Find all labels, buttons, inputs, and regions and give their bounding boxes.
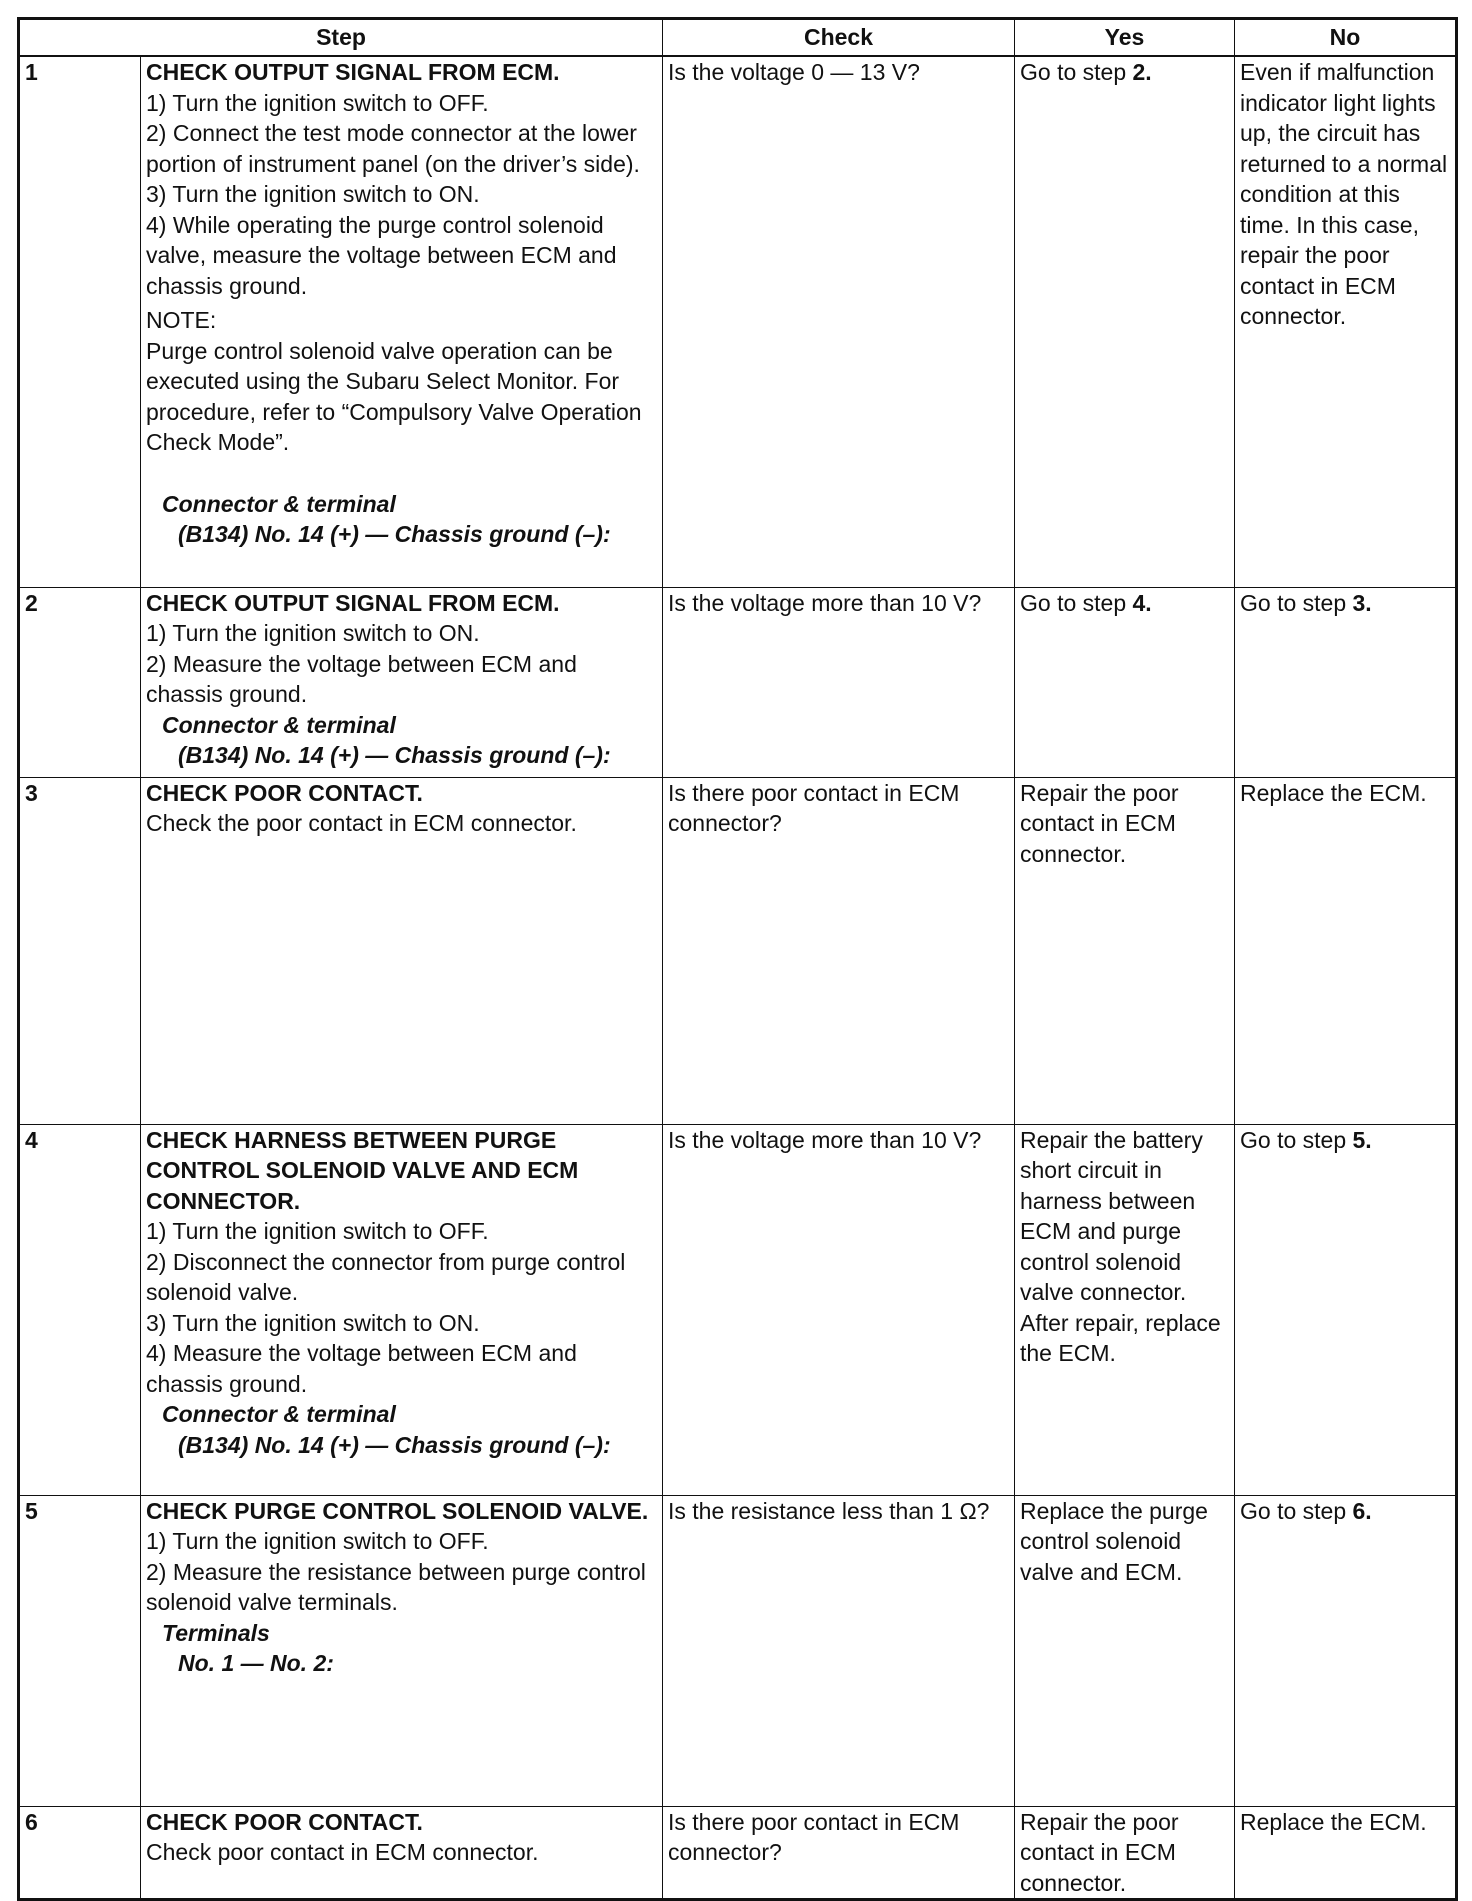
step-line: 4) While operating the purge control solenoid valve, measure the voltage between ECM and chassis ground. (146, 211, 617, 299)
yes-text: Go to step (1020, 59, 1133, 85)
step-line: 2) Disconnect the connector from purge control solenoid valve. (146, 1248, 626, 1305)
spec-title: Terminals (162, 1619, 270, 1646)
diagnostic-table (17, 17, 1458, 1901)
yes-cell: Replace the purge control solenoid valve and ECM. (1015, 1495, 1235, 1806)
no-cell: Even if malfunction indicator light lights up, the circuit has returned to a normal condition at this time. In this case, repair the poor contact in ECM connector. (1235, 56, 1457, 587)
no-cell (1235, 587, 1457, 777)
step-title: CHECK POOR CONTACT. (146, 1808, 423, 1835)
yes-cell (1015, 587, 1235, 777)
step-description (141, 1495, 663, 1806)
step-line: 2) Measure the resistance between purge control solenoid valve terminals. (146, 1558, 646, 1615)
spec-value: (B134) No. 14 (+) — Chassis ground (–): (178, 521, 611, 547)
step-title: CHECK PURGE CONTROL SOLENOID VALVE. (146, 1497, 649, 1524)
yes-cell: Repair the poor contact in ECM connector. (1015, 777, 1235, 1124)
no-cell (1235, 1495, 1457, 1806)
step-line: 1) Turn the ignition switch to OFF. (146, 1218, 489, 1244)
step-line: 1) Turn the ignition switch to OFF. (146, 89, 489, 116)
table-row (19, 1495, 1457, 1806)
check-cell: Is the resistance less than 1 Ω? (663, 1495, 1015, 1806)
header-yes: Yes (1015, 19, 1235, 57)
note-label: NOTE: (146, 307, 217, 333)
table-row (19, 1806, 1457, 1900)
step-number: 1 (19, 56, 141, 587)
header-no: No (1235, 19, 1457, 57)
step-description (141, 587, 663, 777)
step-line: 4) Measure the voltage between ECM and chassis ground. (146, 1340, 577, 1397)
step-line: 2) Connect the test mode connector at the lower portion of instrument panel (on the driver’s side). (146, 120, 640, 177)
header-step: Step (19, 19, 663, 57)
spec-value: (B134) No. 14 (+) — Chassis ground (–): (178, 742, 611, 768)
spec-title: Connector & terminal (162, 1401, 396, 1427)
step-line: 3) Turn the ignition switch to ON. (146, 181, 480, 207)
check-cell: Is there poor contact in ECM connector? (663, 1806, 1015, 1900)
header-check: Check (663, 19, 1015, 57)
yes-cell (1015, 56, 1235, 587)
yes-step: 2. (1132, 59, 1152, 85)
yes-text: Go to step (1020, 589, 1133, 616)
step-line: 1) Turn the ignition switch to OFF. (146, 1528, 489, 1554)
step-title: CHECK OUTPUT SIGNAL FROM ECM. (146, 589, 560, 616)
step-line: 1) Turn the ignition switch to ON. (146, 620, 480, 646)
step-line: Check the poor contact in ECM connector. (146, 810, 577, 836)
header-row (19, 19, 1457, 57)
check-cell: Is the voltage more than 10 V? (663, 587, 1015, 777)
step-number: 2 (19, 587, 141, 777)
step-title: CHECK OUTPUT SIGNAL FROM ECM. (146, 59, 560, 85)
spec-title: Connector & terminal (162, 490, 396, 517)
step-title: CHECK HARNESS BETWEEN PURGE CONTROL SOLENOID VALVE AND ECM CONNECTOR. (146, 1126, 579, 1214)
no-text: Go to step (1240, 589, 1353, 616)
yes-cell: Repair the battery short circuit in harness between ECM and purge control solenoid valve connector. After repair, replace the ECM. (1015, 1124, 1235, 1495)
no-text: Go to step (1240, 1126, 1353, 1153)
no-cell: Replace the ECM. (1235, 777, 1457, 1124)
spec-value: No. 1 — No. 2: (178, 1650, 334, 1676)
step-description (141, 777, 663, 1124)
no-step: 3. (1352, 589, 1372, 616)
check-cell: Is the voltage more than 10 V? (663, 1124, 1015, 1495)
no-text: Go to step (1240, 1497, 1353, 1524)
no-step: 5. (1352, 1126, 1372, 1153)
note-text: Purge control solenoid valve operation can be executed using the Subaru Select Monitor. For procedure, refer to “Compulsory Valve Operation Check Mode”. (146, 337, 642, 455)
step-number: 3 (19, 777, 141, 1124)
table-row (19, 587, 1457, 777)
step-line: Check poor contact in ECM connector. (146, 1839, 539, 1865)
check-cell: Is there poor contact in ECM connector? (663, 777, 1015, 1124)
step-description (141, 56, 663, 587)
table-row (19, 56, 1457, 587)
no-cell (1235, 1124, 1457, 1495)
step-line: 2) Measure the voltage between ECM and chassis ground. (146, 650, 577, 707)
step-number: 4 (19, 1124, 141, 1495)
spec-title: Connector & terminal (162, 711, 396, 738)
yes-step: 4. (1132, 589, 1152, 616)
check-cell: Is the voltage 0 — 13 V? (663, 56, 1015, 587)
spec-value: (B134) No. 14 (+) — Chassis ground (–): (178, 1431, 611, 1458)
step-description (141, 1124, 663, 1495)
step-line: 3) Turn the ignition switch to ON. (146, 1309, 480, 1336)
yes-cell: Repair the poor contact in ECM connector. (1015, 1806, 1235, 1900)
step-number: 5 (19, 1495, 141, 1806)
no-cell: Replace the ECM. (1235, 1806, 1457, 1900)
step-number: 6 (19, 1806, 141, 1900)
table-row (19, 1124, 1457, 1495)
step-description (141, 1806, 663, 1900)
table-row (19, 777, 1457, 1124)
step-title: CHECK POOR CONTACT. (146, 779, 423, 806)
no-step: 6. (1352, 1497, 1372, 1524)
